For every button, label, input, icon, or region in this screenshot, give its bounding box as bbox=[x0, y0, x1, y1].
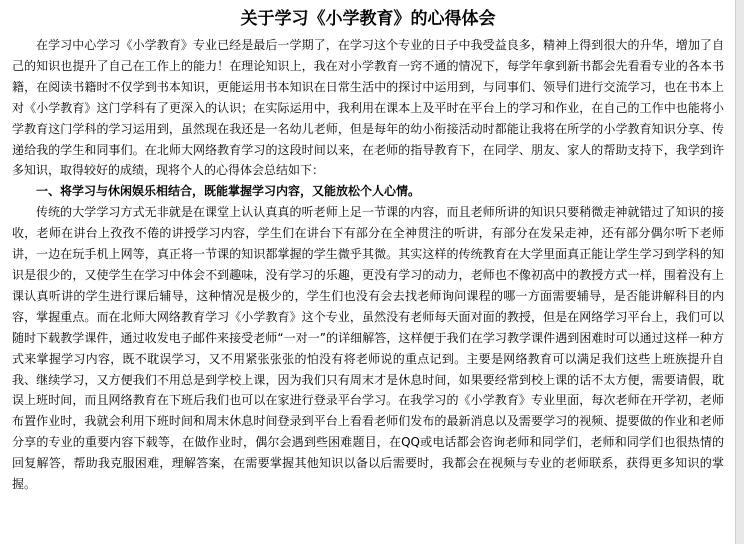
vertical-scrollbar[interactable] bbox=[735, 0, 744, 544]
document-body bbox=[0, 35, 736, 495]
section-1-paragraph: 传统的大学学习方式无非就是在课堂上认认真真的听老师上足一节课的内容，而且老师所讲的知识只要稍微走神就错过了知识的接收，老师在讲台上孜孜不倦的讲授学习内容，学生们在讲台下有部分在全神贯注的听讲，有部分在发呆走神，还有部分偶尔听下老师讲，一边在玩手机上网等，真正将一节课的知识都掌握的学生微乎其微。其实这样的传统教育在大学里面真正能让学生学习到学科的知识是很少的，又使学生在学习中体会不到趣味，没有学习的乐趣，更没有学习的动力，老师也不像初高中的教授方式一样，围着没有上课认真听讲的学生进行课后辅导，这种情况是极少的，学生们也没有会去找老师询问课程的哪一方面需要辅导，是否能讲解科目的内容，掌握重点。而在北师大网络教育学习《小学教育》这个专业，虽然没有老师每天面对面的教授，但是在网络学习平台上，我们可以随时下载教学课件，通过收发电子邮件来接受老师“一对一”的详细解答，这样便于我们在学习教学课件遇到困难时可以通过这样一种方式来掌握学习内容，既不耽误学习，又不用紧张张张的怕没有将老师说的重点记到。主要是网络教育可以满足我们这些上班族提升自我、继续学习，又方便我们不用总是到学校上课，因为我们只有周末才是休息时间，如果要经常到校上课的话不太方便，需要请假，耽误上班时间，而且网络教育在下班后我们也可以在家进行登录平台学习。在我学习的《小学教育》专业里面，每次老师在开学初，老师布置作业时，我就会利用下班时间和周末休息时间登录到平台上看看老师们发布的最新消息以及需要学习的视频、提要做的作业和老师分享的专业的重要内容下载等，在做作业时，偶尔会遇到些困难题目，在QQ或电话都会咨询老师和同学们，老师和同学们也很热情的回复解答，帮助我克服困难，理解答案，在需要掌握其他知识以备以后需要时，我都会在视频与专业的老师联系，获得更多知识的掌握。 bbox=[12, 205, 724, 492]
document-title: 关于学习《小学教育》的心得体会 bbox=[240, 9, 496, 29]
intro-paragraph: 在学习中心学习《小学教育》专业已经是最后一学期了，在学习这个专业的日子中我受益良多，精神上得到很大的升华，增加了自己的知识也提升了自己在工作上的能力！在理论知识上，我在对小学教育一窍不通的情况下，每学年拿到新书都会先看看专业的各本书籍，在阅读书籍时不仅学到书本知识，更能运用书本知识在日常生活中的探讨中运用到，与同事们、领导们进行交流学习，也在书本上对《小学教育》这门学科有了更深入的认识；在实际运用中，我利用在课本上及平时在平台上的学习和作业，在自己的工作中也能将小学教育这门学科的学习运用到，虽然现在我还是一名幼儿老师，但是每年的幼小衔接活动时都能让我将在所学的小学教育知识分享、传递给我的学生和同事们。在北师大网络教育学习的这段时间以来，在老师的指导教育下，在同学、朋友、家人的帮助支持下，我学到许多知识，取得较好的成绩，现将个人的心得体会总结如下： bbox=[12, 38, 724, 178]
section-heading-1: 一、将学习与休闲娱乐相结合，既能掌握学习内容，又能放松个人心情。 bbox=[36, 184, 421, 199]
